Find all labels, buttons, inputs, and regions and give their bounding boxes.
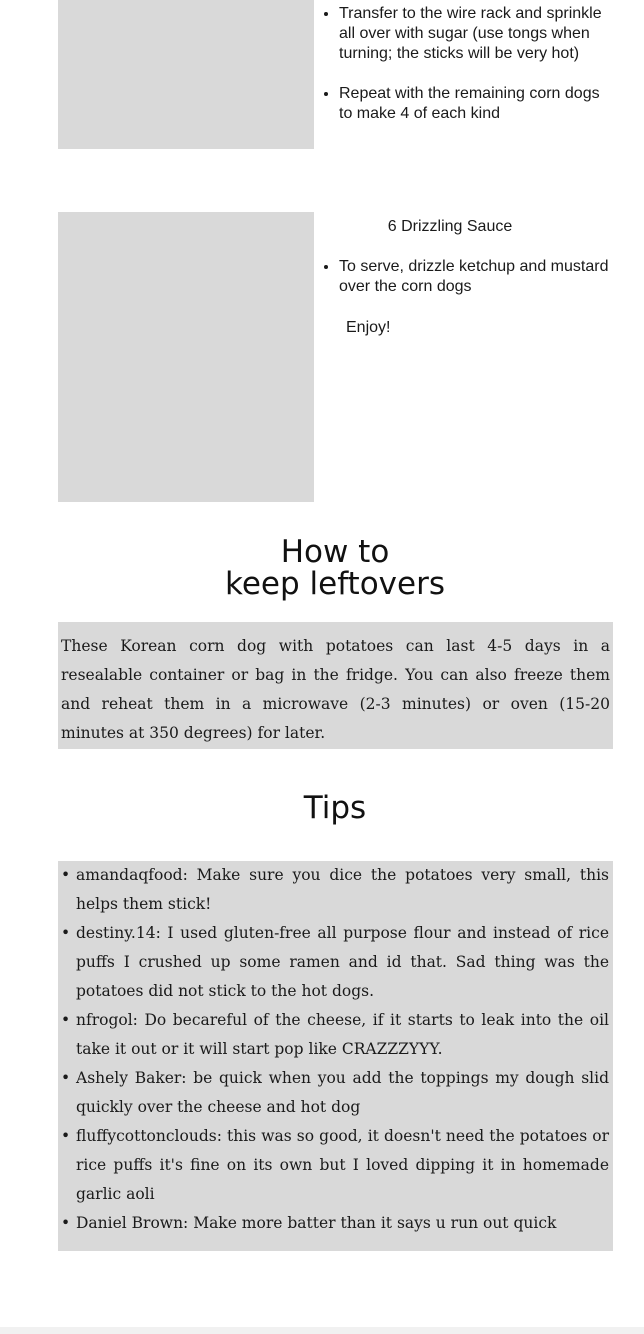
leftovers-body: These Korean corn dog with potatoes can last 4-5 days in a resealable container or bag in the fridge. You can also freeze them and reheat them in a microwave (2-3 minutes) or oven (15-20 minutes at 350 degrees) for later. [58, 622, 613, 749]
instruction-item: • To serve, drizzle ketchup and mustard over the corn dogs [339, 257, 609, 297]
step-6-image [58, 212, 314, 502]
step-5-instructions [322, 4, 609, 124]
step-5-image [58, 0, 314, 149]
instruction-item: • Repeat with the remaining corn dogs to make 4 of each kind [339, 84, 609, 124]
bottom-bar [0, 1327, 644, 1334]
tip-item: • amandaqfood: Make sure you dice the potatoes very small, this helps them stick! [76, 861, 609, 919]
closing-text: Enjoy! [346, 319, 391, 336]
tips-title: Tips [303, 790, 367, 826]
leftovers-title [0, 536, 644, 600]
instruction-item: • Transfer to the wire rack and sprinkle all over with sugar (use tongs when turning; the sticks will be very hot) [339, 4, 609, 64]
leftovers-title-line-1: How to [280, 534, 390, 570]
tips-list-box [58, 861, 613, 1251]
leftovers-title-line-2: keep leftovers [224, 566, 445, 602]
tip-item: • Daniel Brown: Make more batter than it says u run out quick [76, 1209, 609, 1238]
tip-item: • destiny.14: I used gluten-free all purpose flour and instead of rice puffs I crushed up some ramen and id that. Sad thing was the potatoes did not stick to the hot dogs. [76, 919, 609, 1006]
tip-item: • Ashely Baker: be quick when you add the toppings my dough slid quickly over the cheese and hot dog [76, 1064, 609, 1122]
tips-list [58, 861, 613, 1238]
step-6-instructions [322, 257, 609, 297]
step-6-heading: 6 Drizzling Sauce [387, 218, 513, 235]
tip-item: • nfrogol: Do becareful of the cheese, if it starts to leak into the oil take it out or it will start pop like CRAZZZYYY. [76, 1006, 609, 1064]
tip-item: • fluffycottonclouds: this was so good, it doesn't need the potatoes or rice puffs it's fine on its own but I loved dipping it in homemade garlic aoli [76, 1122, 609, 1209]
